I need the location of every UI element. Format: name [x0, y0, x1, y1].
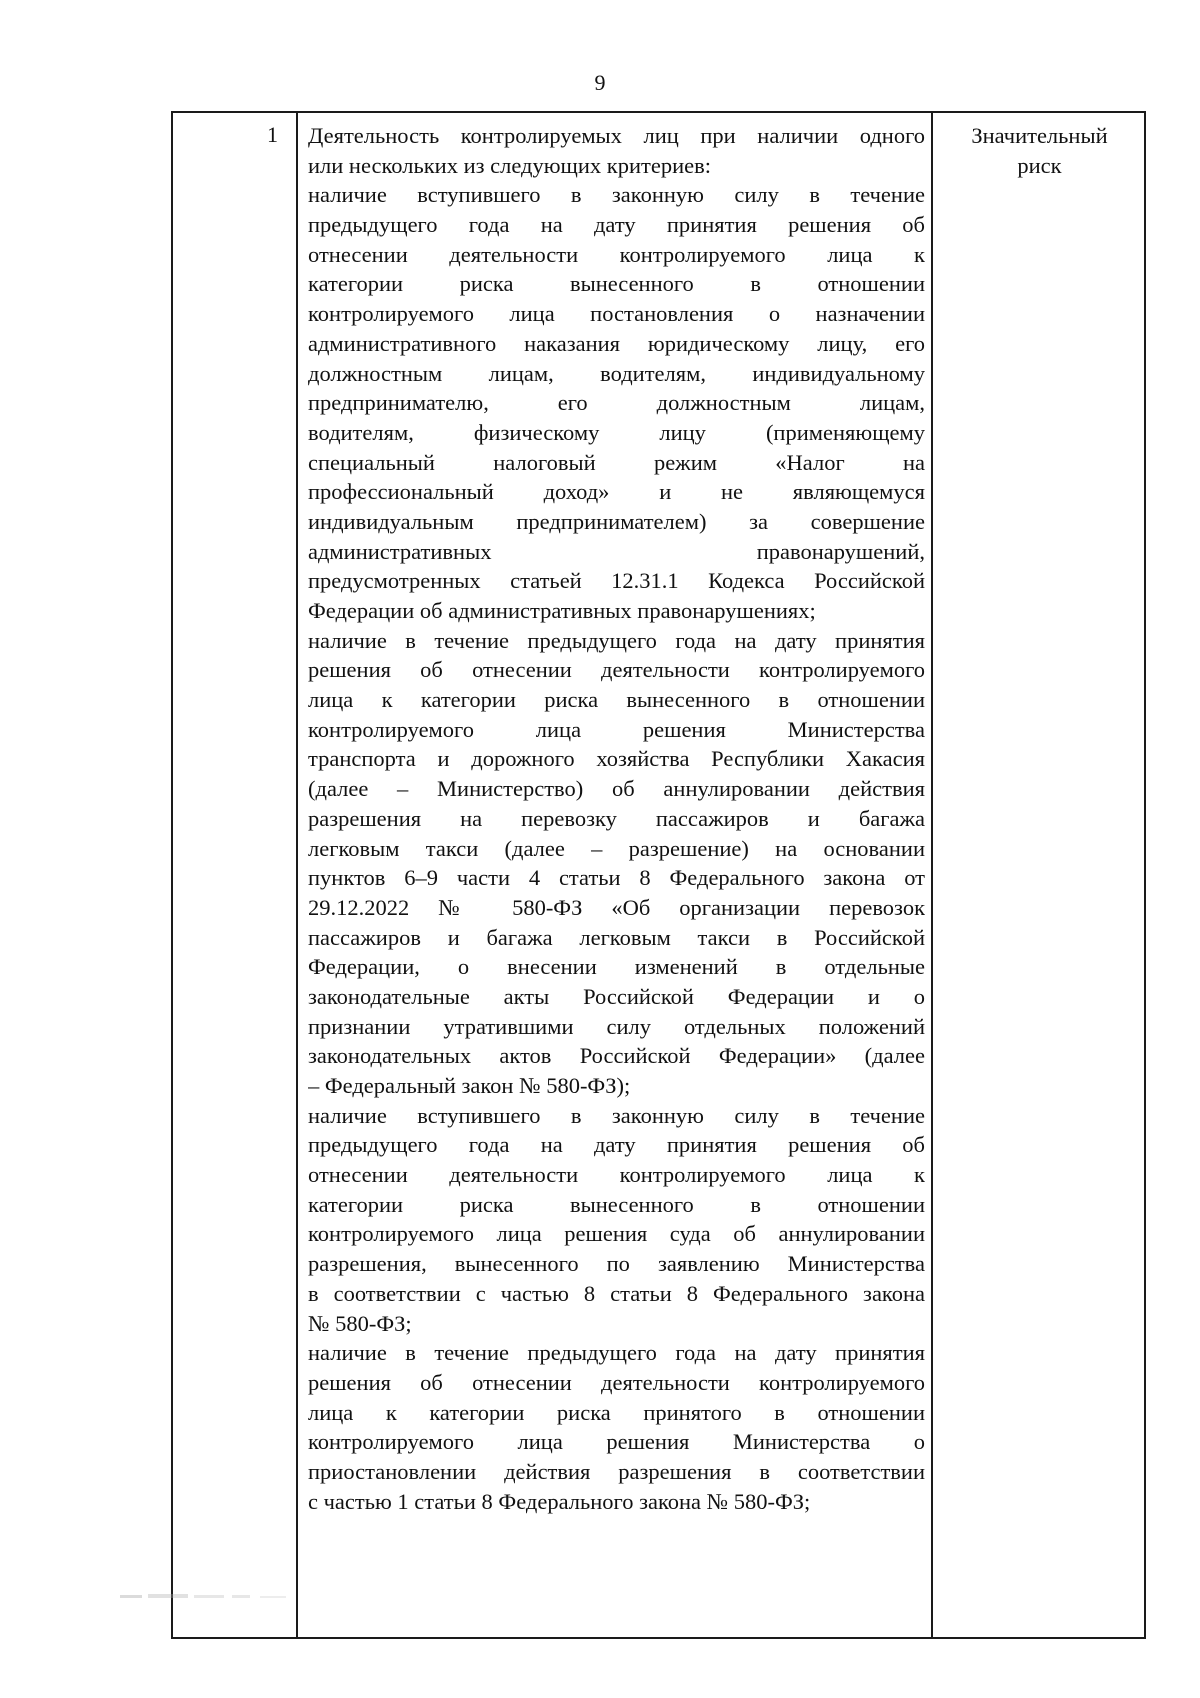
criteria-line: пунктов 6–9 части 4 статьи 8 Федерального закона от: [308, 865, 925, 891]
criteria-line: решения об отнесении деятельности контролируемого: [308, 1369, 925, 1395]
criteria-line: законодательных актов Российской Федерации» (далее: [308, 1043, 925, 1069]
criteria-line: отнесении деятельности контролируемого лица к: [308, 1162, 925, 1188]
criteria-line: лица к категории риска вынесенного в отношении: [308, 687, 925, 713]
criteria-line: лица к категории риска принятого в отношении: [308, 1399, 925, 1425]
criteria-line: законодательные акты Российской Федерации и о: [308, 983, 925, 1009]
risk-table: [171, 111, 1146, 1639]
criteria-line: предыдущего года на дату принятия решения об: [308, 212, 925, 238]
criteria-line: наличие вступившего в законную силу в течение: [308, 182, 925, 208]
criteria-line: 29.12.2022 № 580-ФЗ «Об организации перевозок: [308, 894, 925, 920]
risk-category-line-1: Значительный: [971, 123, 1108, 148]
criteria-line: – Федеральный закон № 580-ФЗ);: [308, 1073, 631, 1098]
criteria-line: профессиональный доход» и не являющемуся: [308, 479, 925, 505]
risk-category-cell: [933, 113, 1146, 1637]
criteria-line: транспорта и дорожного хозяйства Республики Хакасия: [308, 746, 925, 772]
criteria-line: наличие в течение предыдущего года на дату принятия: [308, 1340, 925, 1366]
criteria-line: разрешения на перевозку пассажиров и багажа: [308, 805, 925, 831]
criteria-line: разрешения, вынесенного по заявлению Министерства: [308, 1251, 925, 1277]
criteria-line: наличие в течение предыдущего года на дату принятия: [308, 627, 925, 653]
row-number: 1: [267, 122, 278, 147]
criteria-line: категории риска вынесенного в отношении: [308, 1191, 925, 1217]
risk-category-line-2: риск: [1017, 153, 1062, 178]
criteria-line: решения об отнесении деятельности контролируемого: [308, 657, 925, 683]
criteria-line: предыдущего года на дату принятия решения об: [308, 1132, 925, 1158]
criteria-line: предусмотренных статьей 12.31.1 Кодекса Российской: [308, 568, 925, 594]
criteria-cell: [298, 113, 933, 1637]
criteria-line: отнесении деятельности контролируемого лица к: [308, 241, 925, 267]
criteria-line: индивидуальным предпринимателем) за совершение: [308, 508, 925, 534]
criteria-line: специальный налоговый режим «Налог на: [308, 449, 925, 475]
criteria-line: административных правонарушений,: [308, 538, 925, 564]
criteria-line: контролируемого лица решения Министерства: [308, 716, 925, 742]
criteria-line: Федерации об административных правонарушениях;: [308, 598, 816, 623]
criteria-line: или нескольких из следующих критериев:: [308, 152, 711, 178]
row-number-cell: [173, 113, 298, 1637]
page-number: 9: [594, 70, 606, 95]
criteria-line: приостановлении действия разрешения в соответствии: [308, 1458, 925, 1484]
criteria-line: контролируемого лица решения суда об аннулировании: [308, 1221, 925, 1247]
faint-scan-mark: [120, 1590, 310, 1604]
criteria-line: (далее – Министерство) об аннулировании действия: [308, 776, 925, 802]
criteria-line: № 580-ФЗ;: [308, 1310, 412, 1336]
criteria-line: пассажиров и багажа легковым такси в Российской: [308, 924, 925, 950]
criteria-line: контролируемого лица постановления о назначении: [308, 301, 925, 327]
criteria-line: Федерации, о внесении изменений в отдельные: [308, 954, 925, 980]
criteria-line: административного наказания юридическому лицу, его: [308, 330, 925, 356]
criteria-line: Деятельность контролируемых лиц при наличии одного: [308, 123, 925, 148]
criteria-line: в соответствии с частью 8 статьи 8 Федерального закона: [308, 1280, 925, 1306]
criteria-line: с частью 1 статьи 8 Федерального закона № 580-ФЗ;: [308, 1488, 811, 1514]
criteria-line: должностным лицам, водителям, индивидуальному: [308, 360, 925, 386]
criteria-line: легковым такси (далее – разрешение) на основании: [308, 835, 925, 861]
criteria-line: категории риска вынесенного в отношении: [308, 271, 925, 297]
criteria-line: наличие вступившего в законную силу в течение: [308, 1102, 925, 1128]
criteria-line: признании утратившими силу отдельных положений: [308, 1013, 925, 1039]
criteria-line: водителям, физическому лицу (применяющему: [308, 419, 925, 445]
criteria-line: контролируемого лица решения Министерства о: [308, 1429, 925, 1455]
criteria-line: предпринимателю, его должностным лицам,: [308, 390, 925, 416]
